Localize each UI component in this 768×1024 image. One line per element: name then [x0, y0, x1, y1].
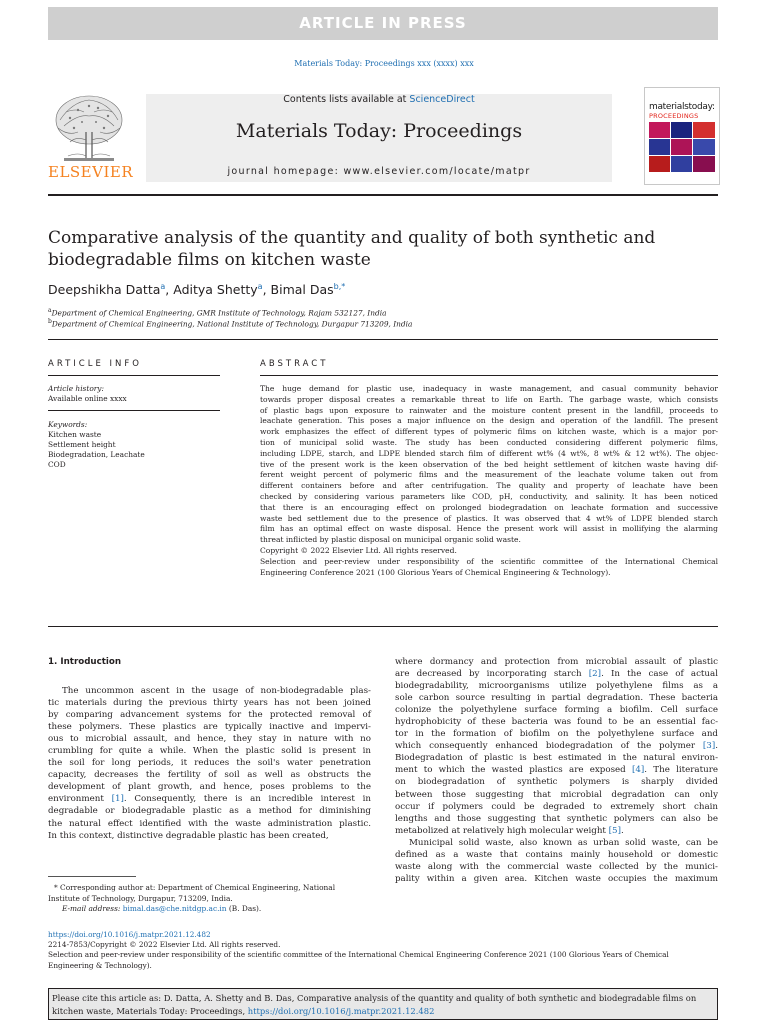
body-text-line: tic materials during the previous thirty years has not been joined: [48, 698, 371, 709]
abstract-rule: [260, 375, 718, 376]
body-text-line: colonize the polyethylene surface forming a biofilm. Cell surface: [395, 705, 718, 716]
abstract-heading: ABSTRACT: [260, 359, 329, 369]
article-in-press-banner: ARTICLE IN PRESS: [48, 7, 718, 40]
corresponding-author-footnote: * Corresponding author at: Department of Chemical Engineering, National Institute of Technology, Durgapur, 713209, India. E-mail address: bimal.das@che.nitdgp.ac.in (B. Das).: [48, 883, 336, 913]
body-text-line: biodegradability, microorganisms utilize polyethylene films as a: [395, 681, 718, 692]
keyword-item: COD: [48, 460, 66, 469]
author-email-link[interactable]: bimal.das@che.nitdgp.ac.in: [122, 904, 227, 913]
body-text-line: pality within a given area. Kitchen waste occupies the maximum: [395, 873, 718, 884]
author-name: Aditya Shetty: [173, 282, 258, 298]
author-affiliation-mark[interactable]: a: [257, 282, 263, 291]
journal-title[interactable]: Materials Today: Proceedings: [235, 120, 523, 142]
reference-citation-link[interactable]: [3]: [702, 741, 716, 752]
body-text-line: the soil for long periods, it reduces the soil's water penetration: [48, 758, 371, 769]
body-text-line: waste along with the commercial waste collected by the munici-: [395, 861, 718, 872]
cite-doi-link[interactable]: https://doi.org/10.1016/j.matpr.2021.12.482: [247, 1006, 435, 1016]
article-history: [48, 384, 220, 404]
body-text-line: development of plant growth, and hence, poses problems to the: [48, 782, 371, 793]
doi-link[interactable]: https://doi.org/10.1016/j.matpr.2021.12.482: [48, 930, 211, 939]
section-rule: [48, 339, 718, 340]
history-label: Article history:: [48, 384, 104, 393]
affiliation-a: $^a$Department of Chemical Engineering, GMR Institute of Technology, Rajam 532127, India: [48, 307, 387, 318]
body-text-line: by comparing advancement systems for the protected removal of: [48, 710, 371, 721]
please-cite-box: [48, 988, 718, 1020]
body-text-line: crumbling for quite a while. When the plastic solid is present in: [48, 746, 371, 757]
body-text-line: ous to microbial assault, and hence, they stay in nature with no: [48, 734, 371, 745]
keyword-item: Biodegradation, Leachate: [48, 450, 145, 459]
left-column-text: [48, 685, 371, 842]
body-text-line: the natural effect identified with the waste administration plastic.: [48, 818, 371, 829]
reference-citation-link[interactable]: [2]: [588, 669, 602, 680]
reference-citation-link[interactable]: [1]: [111, 794, 124, 805]
body-text-line: occur if polymers could be degraded to extremely short chain: [395, 801, 718, 812]
journal-cover-thumbnail[interactable]: [644, 87, 720, 185]
masthead-rule: [48, 194, 718, 196]
author-affiliation-mark[interactable]: b,*: [333, 282, 346, 291]
author-name: Bimal Das: [270, 282, 334, 298]
cover-brand-text: materialstoday:: [649, 102, 715, 112]
body-text-line: between those suggesting that microbial degradation can only: [395, 789, 718, 800]
paper-title-line-2: biodegradable films on kitchen waste: [48, 250, 371, 270]
body-text-line: metabolized at relatively high molecular weight [5].: [395, 825, 624, 836]
cover-subtitle: PROCEEDINGS: [649, 112, 699, 120]
body-text-line: tor in the formation of biofilm on the polyethylene surface and: [395, 729, 718, 740]
author-name: Deepshikha Datta: [48, 282, 161, 298]
body-text-line: are decreased by incorporating starch [2]. In the case of actual: [395, 669, 718, 680]
body-text-line: ment to which the wasted plastics are exposed [4]. The literature: [395, 765, 718, 776]
body-text-line: which consequently enhanced biodegradation of the polymer [3].: [395, 741, 718, 752]
journal-citation[interactable]: Materials Today: Proceedings xxx (xxxx) xxx: [294, 59, 474, 68]
body-text-line: The uncommon ascent in the usage of non-biodegradable plas-: [62, 686, 371, 696]
history-rule: [48, 410, 220, 411]
reference-citation-link[interactable]: [5]: [608, 825, 621, 836]
article-info-rule: [48, 375, 220, 376]
footer-selection-line: Engineering & Technology).: [48, 960, 152, 970]
sciencedirect-link[interactable]: ScienceDirect: [409, 94, 475, 105]
body-text-line: defined as a waste that contains mainly household or domestic: [395, 849, 718, 860]
paper-title-line-1: Comparative analysis of the quantity and quality of both synthetic and: [48, 228, 656, 248]
body-text-line: Biodegradation of plastic is best estimated in the natural environ-: [395, 753, 718, 764]
footnote-rule: [48, 876, 136, 877]
body-text-line: degradable or biodegradable plastic as a method for diminishing: [48, 806, 371, 817]
body-text-line: environment [1]. Consequently, there is an incredible interest in: [48, 794, 371, 805]
cite-text-line: Please cite this article as: D. Datta, A. Shetty and B. Das, Comparative analysis of the quantity and quality of both synthetic and biodegradable films on: [52, 993, 697, 1003]
body-text-line: capacity, decreases the fertility of soil as well as obstructs the: [48, 770, 371, 781]
abstract-selection-line: Selection and peer-review under responsibility of the scientific committee of the International Chemical: [260, 556, 718, 566]
body-text-line: where dormancy and protection from microbial assault of plastic: [395, 657, 718, 667]
body-text-line: Municipal solid waste, also known as urban solid waste, can be: [409, 837, 718, 848]
abstract-selection-line: Engineering Conference 2021 (100 Glorious Years of Chemical Engineering & Technology).: [260, 567, 611, 577]
right-column-text: [395, 656, 718, 885]
keyword-item: Settlement height: [48, 440, 116, 449]
paper-title: [48, 227, 688, 271]
issn-copyright: 2214-7853/Copyright © 2022 Elsevier Ltd. All rights reserved.: [48, 940, 281, 950]
contents-line: [146, 94, 612, 105]
body-rule: [48, 626, 718, 627]
body-text-line: sole carbon source resulting in partial degradation. These bacteria: [395, 693, 718, 704]
body-text-line: In this context, distinctive degradable plastic has been created,: [48, 830, 329, 841]
footer-selection-line: Selection and peer-review under responsibility of the scientific committee of the International Chemical Engineering Conference 2021 (100 Glorious Years of Chemical: [48, 950, 669, 960]
body-text-line: these polymers. These plastics are typically inactive and impervi-: [48, 722, 371, 733]
article-info-heading: ARTICLE INFO: [48, 359, 142, 369]
cover-image-grid: [649, 122, 715, 174]
keyword-item: Kitchen waste: [48, 430, 102, 439]
cite-text-line: kitchen waste, Materials Today: Proceedings,: [52, 1006, 248, 1016]
affiliation-b: $^b$Department of Chemical Engineering, National Institute of Technology, Durgapur 713209, India: [48, 318, 413, 329]
history-value: Available online xxxx: [48, 394, 127, 403]
reference-citation-link[interactable]: [4]: [631, 765, 645, 776]
elsevier-wordmark[interactable]: ELSEVIER: [48, 163, 134, 181]
body-text-line: on biodegradation of synthetic polymers is sharply divided: [395, 777, 718, 788]
abstract-body: The huge demand for plastic use, inadequacy in waste management, and casual community behavior towards proper disposal creates a remarkable threat to life on Earth. The garbage waste, which consists of plastic bags upon exposure to rainwater and the moisture content present in the landfill, proceeds to leachate generation. This poses a major influence on the design and operation of the landfill. The present work emphasizes the effect of different types of polymeric films on kitchen waste, which is a major por- tion of municipal solid waste. The study has been conducted considering different polymeric films, including LDPE, starch, and LDPE blended starch film of different wt% (4 wt%, 8 wt% & 12 wt%). The objec- tive of the present work is the keen observation of the bed height settlement of kitchen waste having dif- ferent weight percent of polymeric films and the measurement of the leachate volume taken out from different containers before and after centrifugation. The quality and property of leachate have been checked by considering various parameters like COD, pH, conductivity, and salinity. It has been noticed that there is an encouraging effect on prolonged biodegradation on leachate formation and successive waste bed settlement due to the presence of plastics. It was observed that 4 wt% of LDPE blended starch film has an optimal effect on waste disposal. Hence the present work will assist in mollifying the alarming threat inflicted by plastic disposal on municipal organic solid waste. Copyright © 2022 Elsevier Ltd. All rights reserved. Selection and peer-review under responsibility of the scientific committee of the International Chemical Engineering Conference 2021 (100 Glorious Years of Chemical Engineering & Technology).: [260, 384, 718, 577]
keywords-label: Keywords:: [48, 420, 88, 429]
journal-homepage[interactable]: journal homepage: www.elsevier.com/locate/matpr: [227, 166, 531, 177]
keywords-block: [48, 420, 220, 470]
contents-prefix: Contents lists available at: [283, 94, 410, 105]
page-footer: [48, 930, 718, 971]
abstract-copyright: Copyright © 2022 Elsevier Ltd. All rights reserved.: [260, 545, 457, 555]
body-text-line: lengths and those suggesting that synthetic polymers can also be: [395, 813, 718, 824]
author-list: Deepshikha Datta$^a$, Aditya Shetty$^a$, Bimal Das$^{b,*}$: [48, 282, 346, 298]
author-affiliation-mark[interactable]: a: [160, 282, 166, 291]
body-text-line: hydrophobicity of these bacteria was found to be an essential fac-: [395, 717, 718, 728]
introduction-heading: 1. Introduction: [48, 657, 122, 667]
